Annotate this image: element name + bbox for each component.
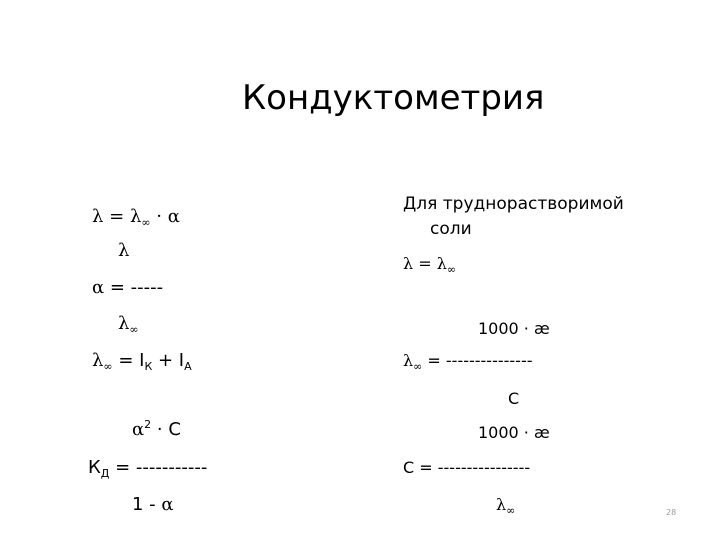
fraction-numerator-1000-kappa: 1000 · æ <box>478 319 550 338</box>
fraction-denominator-lambda-inf <box>496 494 515 518</box>
fraction-denominator-one-minus-alpha <box>132 494 174 516</box>
alpha-symbol: α <box>92 277 105 298</box>
lambda-symbol: λ <box>118 240 130 261</box>
plus-i: + I <box>152 350 185 371</box>
slide-title: Кондуктометрия <box>242 78 545 118</box>
formula-alpha-line <box>92 277 163 299</box>
cation-subscript: К <box>144 360 153 373</box>
lambda-symbol: λ <box>92 350 104 371</box>
equals-lambda: = λ <box>413 254 447 273</box>
lambda-symbol: λ <box>403 254 414 273</box>
square-superscript: 2 <box>144 418 152 431</box>
equals-lambda: = λ <box>103 206 142 227</box>
fraction-bar: = ----- <box>104 277 164 298</box>
lambda-symbol: λ <box>403 351 414 370</box>
fraction-bar: = ----------- <box>109 457 208 478</box>
formula-kohlrausch <box>92 350 192 374</box>
infinity-subscript: ∞ <box>413 360 423 373</box>
infinity-subscript: ∞ <box>141 216 151 229</box>
formula-lambda-equals-lambda-inf <box>403 253 456 277</box>
infinity-subscript: ∞ <box>506 504 516 517</box>
fraction-numerator-lambda <box>118 240 129 262</box>
heading-line-2: соли <box>430 219 472 239</box>
infinity-subscript: ∞ <box>103 360 113 373</box>
fraction-numerator-1000-kappa-2: 1000 · æ <box>478 423 550 442</box>
lambda-symbol: λ <box>92 206 104 227</box>
fraction-bar: = --------------- <box>422 351 533 370</box>
anion-subscript: А <box>184 360 192 373</box>
dot-c: · C <box>151 419 181 440</box>
formula-lambda-inf-line <box>403 350 533 374</box>
infinity-subscript: ∞ <box>446 263 457 276</box>
lambda-symbol: λ <box>118 313 130 334</box>
fraction-numerator-alpha2-c <box>132 419 181 443</box>
k-symbol: К <box>88 457 101 478</box>
lambda-symbol: λ <box>496 495 507 514</box>
alpha-symbol: α <box>161 494 174 515</box>
equals-i: = I <box>112 350 145 371</box>
formula-lambda-alpha <box>92 206 180 230</box>
one-minus: 1 - <box>132 494 162 515</box>
formula-dissociation-constant <box>88 457 207 481</box>
infinity-subscript: ∞ <box>129 323 139 336</box>
formula-concentration-line: C = ---------------- <box>403 458 531 477</box>
d-subscript: Д <box>100 467 110 480</box>
heading-line-1: Для труднорастворимой <box>403 194 624 214</box>
dot-alpha: · α <box>150 206 180 227</box>
fraction-denominator-lambda-inf <box>118 313 139 337</box>
fraction-denominator-c: C <box>508 389 520 408</box>
page-number: 28 <box>666 508 677 517</box>
alpha-symbol: α <box>132 419 145 440</box>
